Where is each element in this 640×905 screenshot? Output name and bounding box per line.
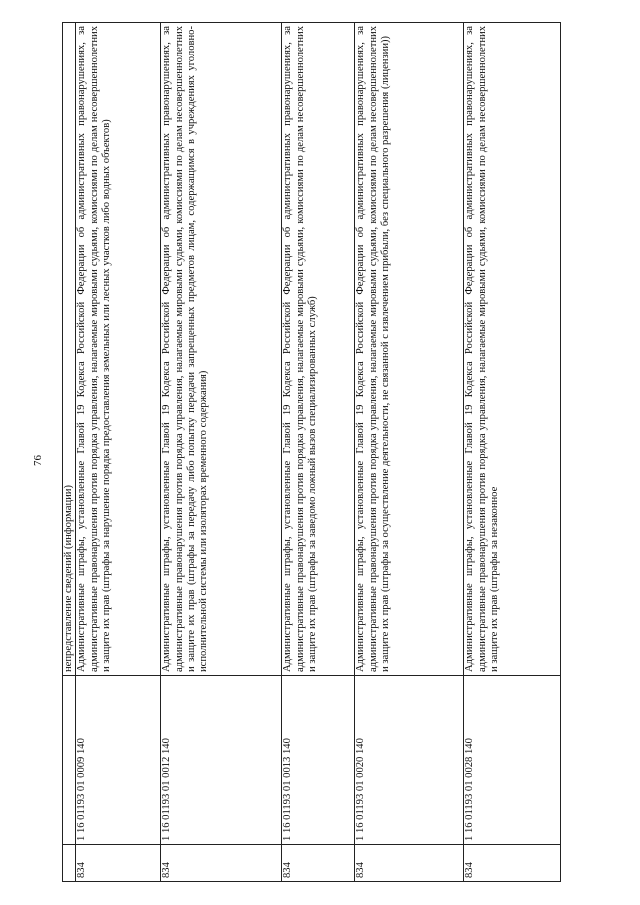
row-kbk-cell: 1 16 01193 01 0012 140 [161, 676, 282, 845]
table-row [161, 23, 282, 882]
row-description-cell: Административные штрафы, установленные Главой 19 Кодекса Российской Федерации об административных правонарушениях, за административные правонарушения против порядка управления, налагаемые мировыми судьями, комиссиями по делам несовершеннолетних и защите их прав (штрафы за передачу либо попытку передачи запрещенных предметов лицам, содержащимся в учреждениях уголовно-исполнительной системы или изоляторах временного содержания) [161, 23, 282, 676]
table-row [355, 23, 464, 882]
table-row [76, 23, 161, 882]
rotated-table-container [62, 22, 570, 882]
row-kbk-cell: 1 16 01193 01 0013 140 [282, 676, 355, 845]
row-code-cell: 834 [464, 845, 561, 882]
row-code-cell [63, 845, 76, 882]
row-kbk-cell [63, 676, 76, 845]
row-description-cell: непредставление сведений (информации) [63, 23, 76, 676]
page-number: 76 [32, 455, 44, 466]
row-code-cell: 834 [161, 845, 282, 882]
row-kbk-cell: 1 16 01193 01 0028 140 [464, 676, 561, 845]
row-kbk-cell: 1 16 01193 01 0020 140 [355, 676, 464, 845]
row-code-cell: 834 [76, 845, 161, 882]
table-row [464, 23, 561, 882]
row-description-cell: Административные штрафы, установленные Главой 19 Кодекса Российской Федерации об административных правонарушениях, за административные правонарушения против порядка управления, налагаемые мировыми судьями, комиссиями по делам несовершеннолетних и защите их прав (штрафы за незаконное [464, 23, 561, 676]
table-row [282, 23, 355, 882]
row-kbk-cell: 1 16 01193 01 0009 140 [76, 676, 161, 845]
row-code-cell: 834 [355, 845, 464, 882]
row-description-cell: Административные штрафы, установленные Главой 19 Кодекса Российской Федерации об административных правонарушениях, за административные правонарушения против порядка управления, налагаемые мировыми судьями, комиссиями по делам несовершеннолетних и защите их прав (штрафы за осуществление деятельности, не связанной с извлечением прибыли, без специального разрешения (лицензии)) [355, 23, 464, 676]
table-row-continuation [63, 23, 76, 882]
row-description-cell: Административные штрафы, установленные Главой 19 Кодекса Российской Федерации об административных правонарушениях, за административные правонарушения против порядка управления, налагаемые мировыми судьями, комиссиями по делам несовершеннолетних и защите их прав (штрафы за заведомо ложный вызов специализированных служб) [282, 23, 355, 676]
row-description-cell: Административные штрафы, установленные Главой 19 Кодекса Российской Федерации об административных правонарушениях, за административные правонарушения против порядка управления, налагаемые мировыми судьями, комиссиями по делам несовершеннолетних и защите их прав (штрафы за нарушение порядка предоставления земельных или лесных участков либо водных объектов) [76, 23, 161, 676]
row-code-cell: 834 [282, 845, 355, 882]
budget-codes-table [62, 22, 561, 882]
